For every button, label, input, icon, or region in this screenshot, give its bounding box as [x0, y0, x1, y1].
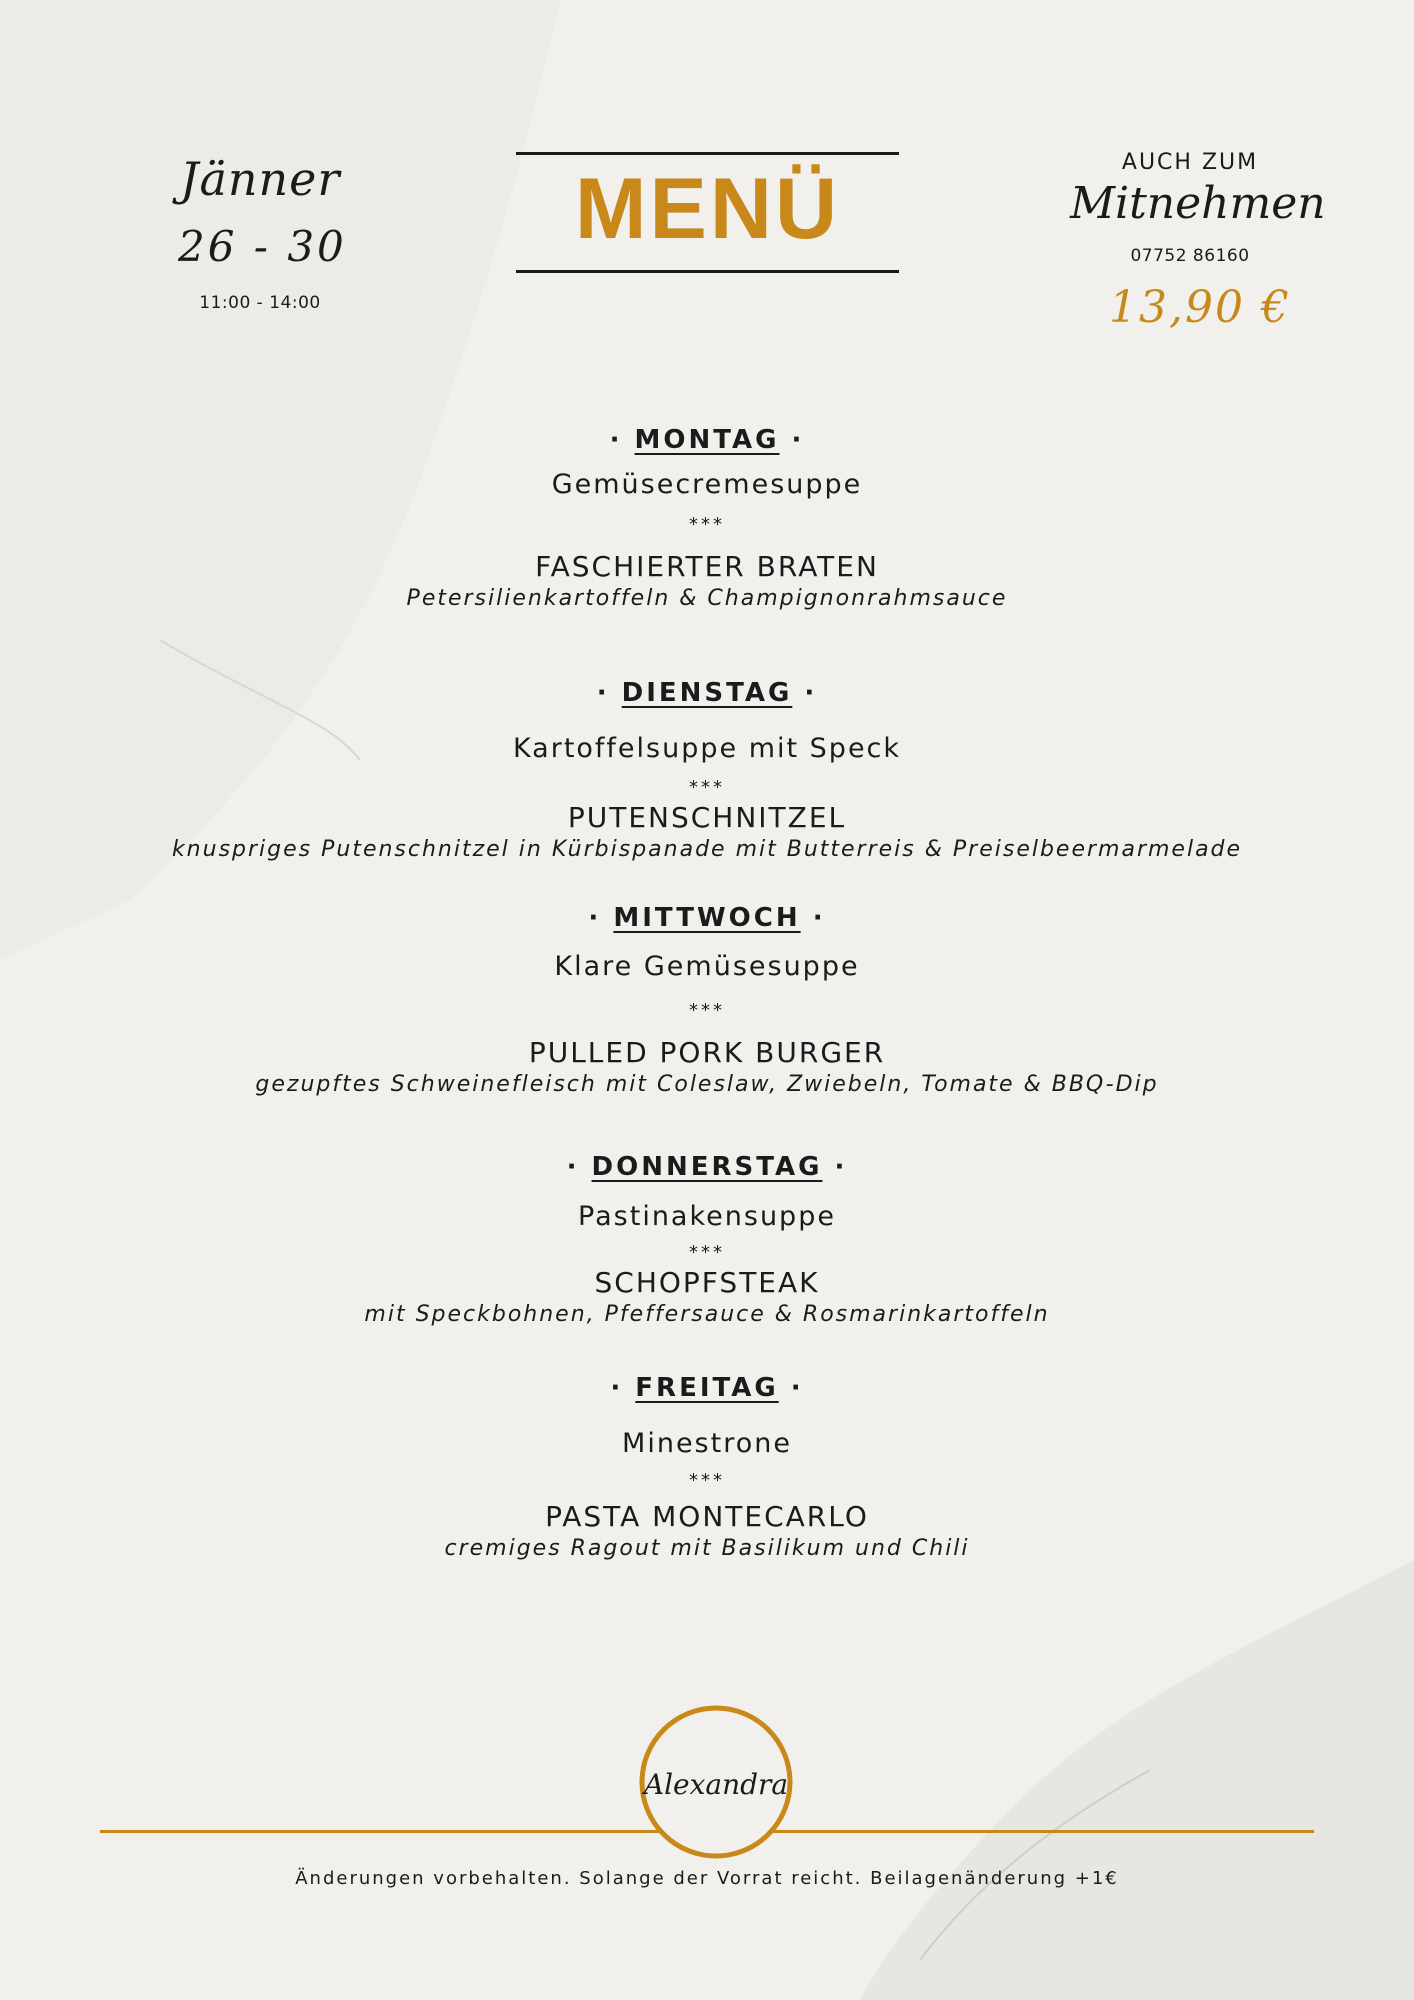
- alexandra-logo: [636, 1702, 796, 1862]
- day-name: MONTAG: [634, 425, 780, 455]
- day-name: MITTWOCH: [613, 903, 801, 933]
- separator: ***: [689, 1470, 725, 1491]
- soup: Klare Gemüsesuppe: [554, 951, 860, 982]
- day-bullet: ·: [804, 678, 818, 708]
- day-name: DIENSTAG: [621, 678, 793, 708]
- side-dish: mit Speckbohnen, Pfeffersauce & Rosmarinkartoffeln: [364, 1302, 1050, 1327]
- soup: Kartoffelsuppe mit Speck: [512, 733, 902, 764]
- soup: Gemüsecremesuppe: [551, 469, 863, 500]
- day-heading: [0, 1152, 1414, 1182]
- opening-hours: 11:00 - 14:00: [199, 293, 321, 313]
- separator: ***: [689, 1000, 725, 1021]
- month-label: Jänner: [180, 152, 341, 206]
- day-bullet: ·: [812, 903, 826, 933]
- takeaway-script: Mitnehmen: [1070, 178, 1326, 229]
- day-bullet: ·: [834, 1152, 848, 1182]
- day-bullet: ·: [609, 425, 623, 455]
- disclaimer: Änderungen vorbehalten. Solange der Vorrat reicht. Beilagenänderung +1€: [295, 1868, 1119, 1889]
- side-dish: knuspriges Putenschnitzel in Kürbispanade mit Butterreis & Preiselbeermarmelade: [171, 837, 1243, 862]
- phone-number: 07752 86160: [1130, 246, 1250, 266]
- logo-text: Alexandra: [643, 1768, 789, 1801]
- side-dish: Petersilienkartoffeln & Champignonrahmsauce: [406, 586, 1008, 611]
- main-dish: FASCHIERTER BRATEN: [535, 550, 879, 583]
- day-heading: [0, 678, 1414, 708]
- day-bullet: ·: [610, 1373, 624, 1403]
- takeaway-label: AUCH ZUM: [1121, 150, 1259, 175]
- separator: ***: [689, 777, 725, 798]
- title-rule-bottom: [516, 270, 899, 273]
- main-dish: PASTA MONTECARLO: [545, 1500, 869, 1533]
- day-name: DONNERSTAG: [591, 1152, 823, 1182]
- side-dish: cremiges Ragout mit Basilikum und Chili: [444, 1536, 970, 1561]
- separator: ***: [689, 1242, 725, 1263]
- main-dish: PUTENSCHNITZEL: [567, 801, 847, 834]
- day-bullet: ·: [790, 1373, 804, 1403]
- day-heading: [0, 903, 1414, 933]
- day-heading: [0, 1373, 1414, 1403]
- price: 13,90 €: [1109, 282, 1291, 333]
- day-bullet: ·: [596, 678, 610, 708]
- title-rule-top: [516, 152, 899, 155]
- day-name: FREITAG: [635, 1373, 779, 1403]
- separator: ***: [689, 514, 725, 535]
- soup: Pastinakensuppe: [578, 1201, 836, 1232]
- main-dish: SCHOPFSTEAK: [594, 1266, 820, 1299]
- day-bullet: ·: [566, 1152, 580, 1182]
- soup: Minestrone: [622, 1428, 792, 1459]
- date-range: 26 - 30: [178, 222, 347, 271]
- side-dish: gezupftes Schweinefleisch mit Coleslaw, Zwiebeln, Tomate & BBQ-Dip: [255, 1072, 1159, 1097]
- day-bullet: ·: [791, 425, 805, 455]
- day-bullet: ·: [588, 903, 602, 933]
- page-title: MENÜ: [574, 161, 841, 257]
- main-dish: PULLED PORK BURGER: [528, 1036, 886, 1069]
- day-heading: [0, 425, 1414, 455]
